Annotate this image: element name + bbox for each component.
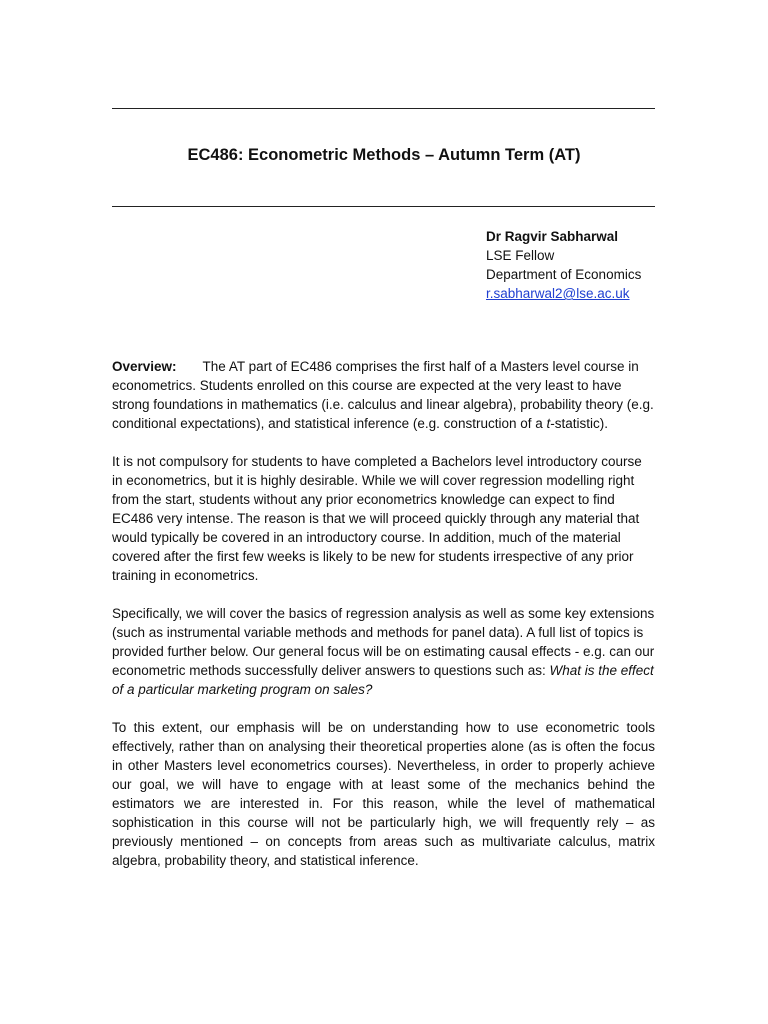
document-body	[112, 357, 655, 889]
paragraph-topics	[112, 604, 655, 699]
overview-text: The AT part of EC486 comprises the first half of a Masters level course in econometrics. Students enrolled on this course are expected at the very least to have strong foundations in mathematics (i.e. calculus and linear algebra), probability theory (e.g. conditional expectations), and statistical inference (e.g. construction of a	[112, 359, 654, 431]
paragraph-emphasis: To this extent, our emphasis will be on understanding how to use econometric tools effectively, rather than on analysing their theoretical properties alone (as is often the focus in other Masters level econometrics courses). Nevertheless, in order to properly achieve our goal, we will have to engage with at least some of the mechanics behind the estimators we are interested in. For this reason, while the level of mathematical sophistication in this course will not be particularly high, we will frequently rely – as previously mentioned – on concepts from areas such as multivariate calculus, matrix algebra, probability theory, and statistical inference.	[112, 720, 655, 868]
overview-tail: -statistic).	[550, 416, 609, 431]
overview-label: Overview:	[112, 359, 177, 374]
author-email-link[interactable]: r.sabharwal2@lse.ac.uk	[486, 286, 630, 301]
document-title: EC486: Econometric Methods – Autumn Term (AT)	[187, 146, 581, 164]
overview-paragraph	[112, 357, 655, 433]
author-role: LSE Fellow	[486, 248, 555, 263]
topics-italic-question: What is the effect of a particular marketing program on sales?	[112, 663, 654, 697]
author-department: Department of Economics	[486, 267, 642, 282]
author-name: Dr Ragvir Sabharwal	[486, 229, 619, 244]
bottom-rule	[112, 206, 655, 207]
overview-italic: t	[546, 416, 551, 431]
paragraph-prerequisites: It is not compulsory for students to have completed a Bachelors level introductory course in econometrics, but it is highly desirable. While we will cover regression modelling right from the start, students without any prior econometrics knowledge can expect to find EC486 very intense. The reason is that we will proceed quickly through any material that would typically be covered in an introductory course. In addition, much of the material covered after the first few weeks is likely to be new for students irrespective of any prior training in econometrics.	[112, 454, 642, 583]
top-rule	[112, 108, 655, 109]
author-block	[486, 227, 641, 303]
topics-text: Specifically, we will cover the basics of regression analysis as well as some key extensions (such as instrumental variable methods and methods for panel data). A full list of topics is provided further below. Our general focus will be on estimating causal effects - e.g. can our econometric methods successfully deliver answers to questions such as:	[112, 606, 655, 678]
